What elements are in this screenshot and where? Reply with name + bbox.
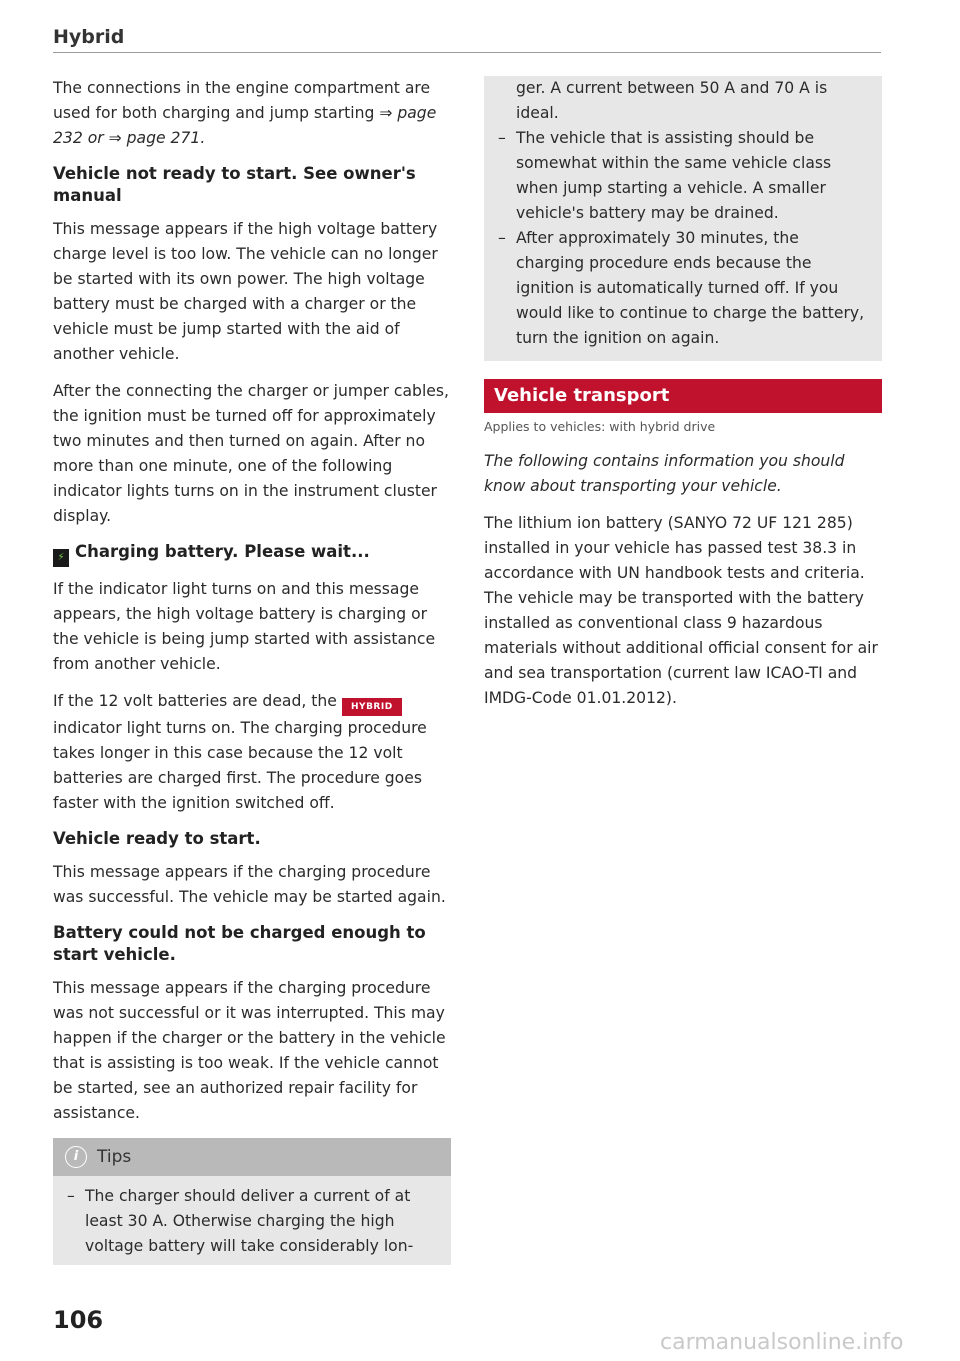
transport-paragraph: The lithium ion battery (SANYO 72 UF 121 285) installed in your vehicle has passed test 38.3 in accordance with UN handbook tests and criteria. The vehicle may be transported with the battery installed as conventional class 9 hazardous materials without additional official consent for air and sea transportation (current law ICAO-TI and IMDG-Code 01.01.2012).	[484, 514, 878, 707]
paragraph-12-volt-start: If the 12 volt batteries are dead, the	[53, 692, 337, 710]
paragraph-not-ready: This message appears if the high voltage battery charge level is too low. The vehicle can no longer be started with its own power. The high voltage battery must be charged with a charger or the vehicle must be jump started with the aid of another vehicle.	[53, 220, 438, 363]
left-column	[53, 76, 451, 1265]
paragraph-after-connecting: After the connecting the charger or jumper cables, the ignition must be turned off for approximately two minutes and then turned on again. After no more than one minute, one of the following indicator lights turns on in the instrument cluster display.	[53, 382, 449, 525]
tips-item: – After approximately 30 minutes, the charging procedure ends because the ignition is automatically turned off. If you would like to continue to charge the battery, turn the ignition on again.	[498, 226, 868, 351]
vehicle-transport-banner: Vehicle transport	[484, 379, 882, 413]
applies-to-note: Applies to vehicles: with hybrid drive	[484, 419, 716, 434]
paragraph-12-volt-end: indicator light turns on. The charging procedure takes longer in this case because the 12 volt batteries are charged first. The procedure goes faster with the ignition switched off.	[53, 719, 427, 812]
heading-ready: Vehicle ready to start.	[53, 829, 261, 848]
right-column	[484, 76, 882, 723]
heading-not-ready: Vehicle not ready to start. See owner's manual	[53, 164, 416, 205]
tips-list	[53, 1176, 451, 1259]
lead-paragraph: The following contains information you should know about transporting your vehicle.	[484, 452, 845, 495]
heading-charging-text: Charging battery. Please wait...	[75, 542, 370, 561]
header-divider	[53, 52, 881, 53]
paragraph-could-not-charge: This message appears if the charging procedure was not successful or it was interrupted. This may happen if the charger or the battery in the vehicle that is assisting is too weak. If the vehicle cannot be started, see an authorized repair facility for assistance.	[53, 979, 446, 1122]
tips-box	[53, 1138, 451, 1265]
info-icon: i	[65, 1146, 87, 1168]
tips-continued-text: ger. A current between 50 A and 70 A is ideal.	[516, 79, 828, 122]
hybrid-indicator-icon: HYBRID	[342, 698, 402, 716]
intro-paragraph	[53, 76, 451, 151]
paragraph-charging: If the indicator light turns on and this message appears, the high voltage battery is charging or the vehicle is being jump started with assistance from another vehicle.	[53, 580, 436, 673]
watermark: carmanualsonline.info	[660, 1330, 904, 1355]
charging-indicator-icon: ⚡	[53, 549, 69, 567]
heading-could-not-charge: Battery could not be charged enough to start vehicle.	[53, 923, 426, 964]
paragraph-ready: This message appears if the charging procedure was successful. The vehicle may be started again.	[53, 863, 446, 906]
tips-header	[53, 1138, 451, 1176]
tips-box-continued	[484, 76, 882, 361]
section-title: Hybrid	[53, 26, 125, 48]
page-number: 106	[53, 1306, 104, 1334]
tips-title: Tips	[97, 1146, 132, 1167]
intro-text: The connections in the engine compartment are used for both charging and jump starting	[53, 79, 431, 122]
paragraph-12-volt	[53, 689, 451, 816]
heading-charging	[53, 541, 451, 567]
tips-item: – The charger should deliver a current of at least 30 A. Otherwise charging the high voltage battery will take considerably lon-	[67, 1184, 437, 1259]
tips-item: – The vehicle that is assisting should be somewhat within the same vehicle class when jump starting a vehicle. A smaller vehicle's battery may be drained.	[498, 126, 868, 226]
tips-continued-list	[484, 126, 882, 351]
page-references[interactable]: ⇒ page 232 or ⇒ page 271.	[53, 104, 437, 147]
